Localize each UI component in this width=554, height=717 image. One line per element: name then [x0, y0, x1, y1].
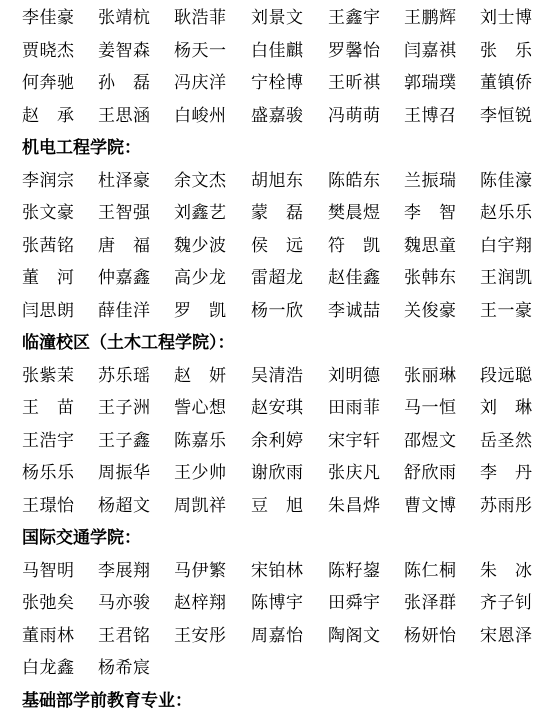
- student-name: 舒欣雨: [404, 457, 457, 490]
- student-name: 高少龙: [174, 262, 227, 295]
- student-name: 胡旭东: [251, 165, 304, 198]
- student-name: 余利婷: [251, 425, 304, 458]
- student-name: 杨一欣: [251, 295, 304, 328]
- student-name: 宁栓博: [251, 67, 304, 100]
- name-row: [22, 425, 552, 458]
- student-name: 薛佳洋: [98, 295, 151, 328]
- student-name: 白宇翔: [480, 230, 533, 263]
- name-row: [22, 620, 552, 653]
- student-name: 张茜铭: [22, 230, 75, 263]
- student-name: 冯庆洋: [174, 67, 227, 100]
- student-name: 杨乐乐: [22, 457, 75, 490]
- student-name: 刘鑫艺: [174, 197, 227, 230]
- student-name: 杨希宸: [98, 652, 151, 685]
- student-name: 陈博宇: [251, 587, 304, 620]
- name-row: [22, 67, 552, 100]
- student-name: 王 苗: [22, 392, 75, 425]
- name-row: [22, 262, 552, 295]
- student-name: 杨超文: [98, 490, 151, 523]
- student-name: 耿浩菲: [174, 2, 227, 35]
- student-name: 马智明: [22, 555, 75, 588]
- student-name: 雷超龙: [251, 262, 304, 295]
- student-name: 周嘉怡: [251, 620, 304, 653]
- student-name: 董雨林: [22, 620, 75, 653]
- student-name: 王智强: [98, 197, 151, 230]
- student-name: 赵安琪: [251, 392, 304, 425]
- student-name: 闫思朗: [22, 295, 75, 328]
- student-name: 朱昌烨: [328, 490, 381, 523]
- student-name: 王思涵: [98, 100, 151, 133]
- student-name: 孙 磊: [98, 67, 151, 100]
- student-name: 马一恒: [404, 392, 457, 425]
- student-name: 田舜宇: [328, 587, 381, 620]
- student-name: 王子鑫: [98, 425, 151, 458]
- section-heading: 国际交通学院：: [22, 522, 552, 555]
- student-name: 王子洲: [98, 392, 151, 425]
- student-name: 王鹏辉: [404, 2, 457, 35]
- student-name: 谢欣雨: [251, 457, 304, 490]
- student-name: 王润凯: [480, 262, 533, 295]
- student-name: 刘 琳: [480, 392, 533, 425]
- student-name: 段远聪: [480, 360, 533, 393]
- student-name: 陈籽鋆: [328, 555, 381, 588]
- student-name: 侯 远: [251, 230, 304, 263]
- student-name: 王璟怡: [22, 490, 75, 523]
- student-name: 赵梓翔: [174, 587, 227, 620]
- name-row: [22, 2, 552, 35]
- student-name: 郭瑞璞: [404, 67, 457, 100]
- student-name: 关俊豪: [404, 295, 457, 328]
- student-name: 李润宗: [22, 165, 75, 198]
- name-row: [22, 392, 552, 425]
- student-name: 余文杰: [174, 165, 227, 198]
- student-name: 张紫茉: [22, 360, 75, 393]
- student-name: 符 凯: [328, 230, 381, 263]
- student-name: 曹文博: [404, 490, 457, 523]
- student-name: 宋恩泽: [480, 620, 533, 653]
- student-name: 豆 旭: [251, 490, 304, 523]
- student-name: 唐 福: [98, 230, 151, 263]
- name-row: [22, 295, 552, 328]
- student-name: 陈佳濠: [480, 165, 533, 198]
- student-name: 王浩宇: [22, 425, 75, 458]
- student-name: 姜智森: [98, 35, 151, 68]
- name-row: [22, 165, 552, 198]
- name-row: [22, 197, 552, 230]
- student-name: 魏少波: [174, 230, 227, 263]
- student-name: 陈仁桐: [404, 555, 457, 588]
- student-name: 杜泽豪: [98, 165, 151, 198]
- student-name: 盛嘉骏: [251, 100, 304, 133]
- student-name: 陈皓东: [328, 165, 381, 198]
- student-name: 蒙 磊: [251, 197, 304, 230]
- student-name: 李 智: [404, 197, 457, 230]
- student-name: 周凯祥: [174, 490, 227, 523]
- name-row: [22, 652, 552, 685]
- student-name: 马亦骏: [98, 587, 151, 620]
- student-name: 宋宇轩: [328, 425, 381, 458]
- student-name: 陶阁文: [328, 620, 381, 653]
- student-name: 赵佳鑫: [328, 262, 381, 295]
- student-name: 白龙鑫: [22, 652, 75, 685]
- name-row: [22, 457, 552, 490]
- student-name: 何奔驰: [22, 67, 75, 100]
- student-name: 董 河: [22, 262, 75, 295]
- student-name: 赵 妍: [174, 360, 227, 393]
- student-name: 李展翔: [98, 555, 151, 588]
- student-name: 赵 承: [22, 100, 75, 133]
- section-heading: 临潼校区（土木工程学院）：: [22, 327, 552, 360]
- student-name: 刘景文: [251, 2, 304, 35]
- student-name: 王安彤: [174, 620, 227, 653]
- student-name: 王一豪: [480, 295, 533, 328]
- student-name: 杨妍怡: [404, 620, 457, 653]
- name-row: [22, 100, 552, 133]
- student-name: 田雨菲: [328, 392, 381, 425]
- name-row: [22, 35, 552, 68]
- student-name: 仲嘉鑫: [98, 262, 151, 295]
- student-name: 樊晨煜: [328, 197, 381, 230]
- student-name: 白峻州: [174, 100, 227, 133]
- name-row: [22, 230, 552, 263]
- student-name: 董镇侨: [480, 67, 533, 100]
- student-name: 张文豪: [22, 197, 75, 230]
- student-name: 李诚喆: [328, 295, 381, 328]
- student-name: 邵煜文: [404, 425, 457, 458]
- student-name: 刘士博: [480, 2, 533, 35]
- student-name: 陈嘉乐: [174, 425, 227, 458]
- student-name: 罗 凯: [174, 295, 227, 328]
- student-name: 吴清浩: [251, 360, 304, 393]
- student-name: 齐子钊: [480, 587, 533, 620]
- section-heading: 机电工程学院：: [22, 132, 552, 165]
- student-name: 贾晓杰: [22, 35, 75, 68]
- student-name: 张韩东: [404, 262, 457, 295]
- student-name: 苏乐瑶: [98, 360, 151, 393]
- student-name: 朱 冰: [480, 555, 533, 588]
- student-name: 王少帅: [174, 457, 227, 490]
- student-name: 张泽群: [404, 587, 457, 620]
- student-name: 王君铭: [98, 620, 151, 653]
- student-name: 马伊繁: [174, 555, 227, 588]
- student-name: 王鑫宇: [328, 2, 381, 35]
- student-name: 闫嘉祺: [404, 35, 457, 68]
- name-list-document: [22, 2, 552, 717]
- student-name: 訾心想: [174, 392, 227, 425]
- student-name: 刘明德: [328, 360, 381, 393]
- student-name: 岳圣然: [480, 425, 533, 458]
- student-name: 张 乐: [480, 35, 533, 68]
- student-name: 赵乐乐: [480, 197, 533, 230]
- student-name: 李恒锐: [480, 100, 533, 133]
- name-row: [22, 587, 552, 620]
- student-name: 李佳豪: [22, 2, 75, 35]
- student-name: 魏思童: [404, 230, 457, 263]
- student-name: 王博召: [404, 100, 457, 133]
- student-name: 冯萌萌: [328, 100, 381, 133]
- student-name: 张庆凡: [328, 457, 381, 490]
- student-name: 张丽琳: [404, 360, 457, 393]
- name-row: [22, 490, 552, 523]
- student-name: 周振华: [98, 457, 151, 490]
- student-name: 王昕祺: [328, 67, 381, 100]
- student-name: 宋铂林: [251, 555, 304, 588]
- name-row: [22, 555, 552, 588]
- student-name: 张弛矣: [22, 587, 75, 620]
- student-name: 罗馨怡: [328, 35, 381, 68]
- student-name: 张靖杭: [98, 2, 151, 35]
- student-name: 李 丹: [480, 457, 533, 490]
- student-name: 杨天一: [174, 35, 227, 68]
- section-heading: 基础部学前教育专业：: [22, 685, 552, 717]
- student-name: 苏雨彤: [480, 490, 533, 523]
- student-name: 白佳麒: [251, 35, 304, 68]
- name-row: [22, 360, 552, 393]
- student-name: 兰振瑞: [404, 165, 457, 198]
